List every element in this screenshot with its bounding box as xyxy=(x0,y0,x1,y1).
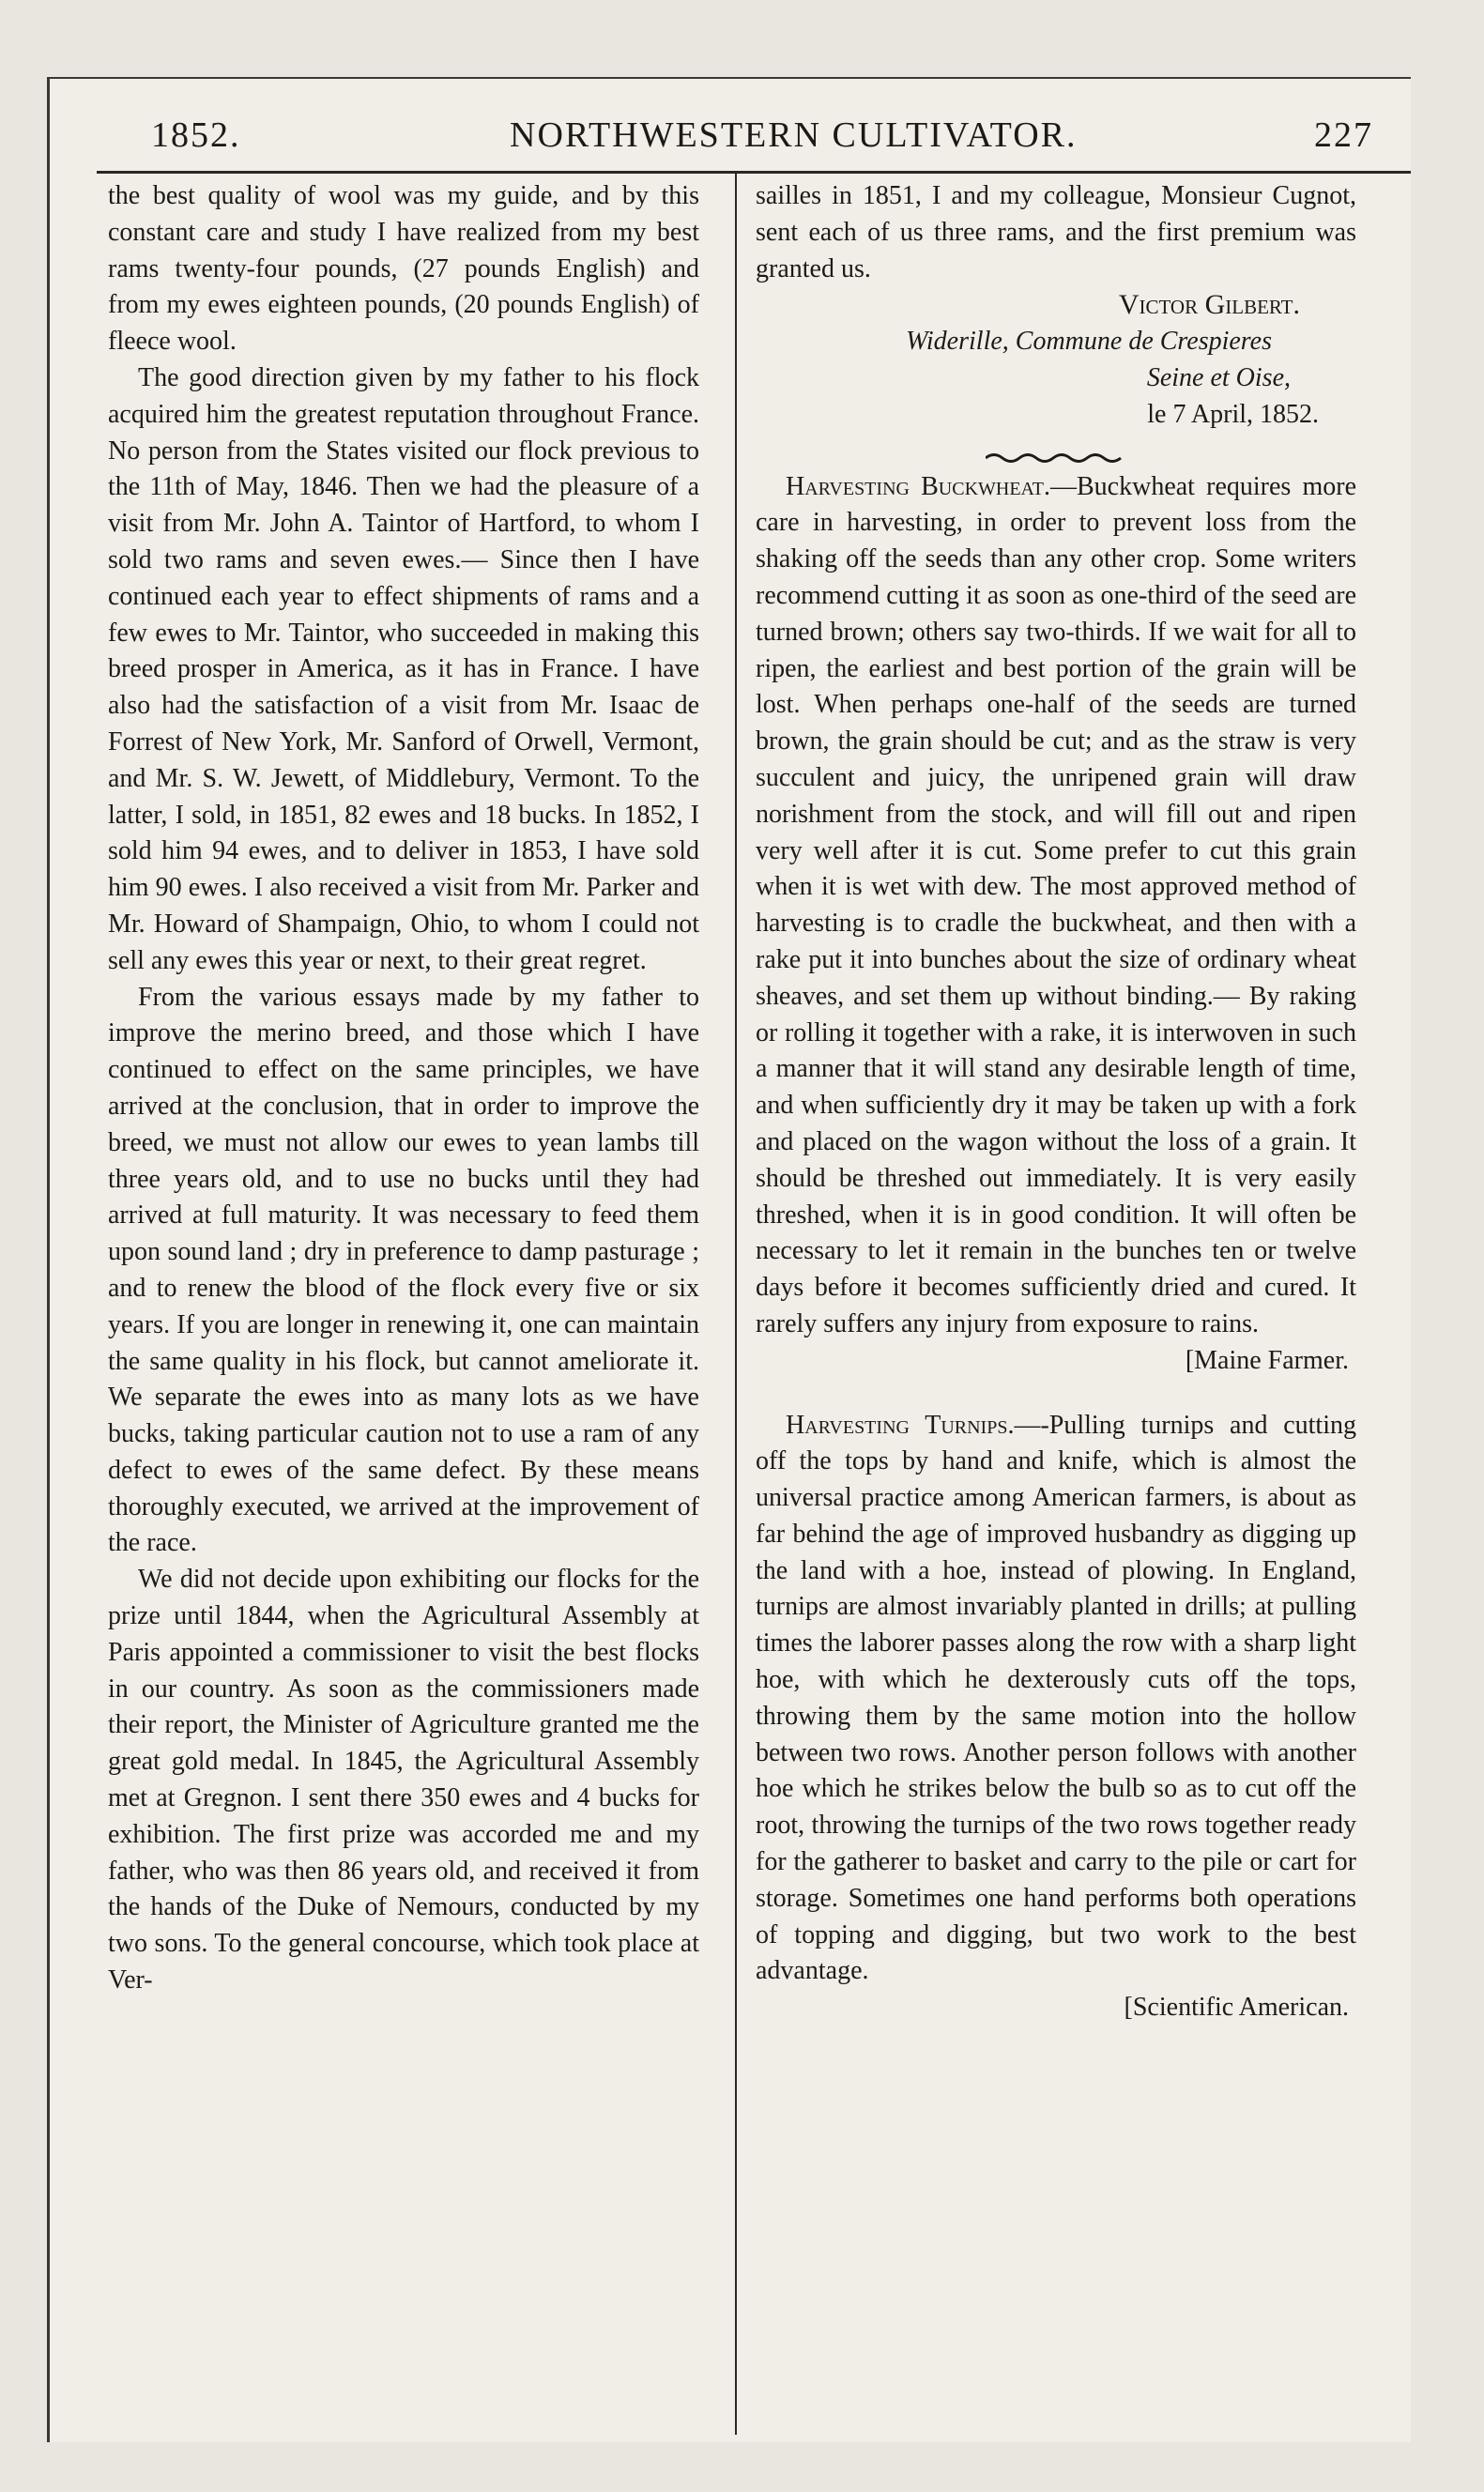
column-divider xyxy=(735,173,737,2435)
paragraph: the best quality of wool was my guide, and by this constant care and study I have realized from my best rams twenty-four pounds, (27 pounds English) and from my ewes eighteen pounds, (20 pounds English) of fleece wool. xyxy=(108,181,699,357)
spacer xyxy=(756,1380,1356,1408)
newspaper-page xyxy=(47,77,1411,2442)
paragraph: From the various essays made by my father to improve the merino breed, and those which I have continued to effect on the same principles, we have arrived at the conclusion, that in order to improve the breed, we must not allow our ewes to yean lambs till three years old, and to use no bucks until they had arrived at full maturity. It was necessary to feed them upon sound land ; dry in preference to damp pasturage ; and to renew the blood of the flock every five or six years. If you are longer in renewing it, one can maintain the same quality in his flock, but cannot ameliorate it. We separate the ewes into as many lots as we have bucks, taking particular caution not to use a ram of any defect to ewes of the same defect. By these means thoroughly executed, we arrived at the improvement of the race. xyxy=(108,982,699,1558)
page-header xyxy=(97,107,1411,173)
header-title: NORTHWESTERN CULTIVATOR. xyxy=(510,115,1078,155)
article-body: —-Pulling turnips and cutting off the tops by hand and knife, which is almost the universal practice among American farmers, is about as far behind the age of improved husbandry as digging up the land with a hoe, instead of plowing. In England, turnips are almost invariably planted in drills; at pulling times the laborer passes along the row with a sharp light hoe, with which he dexterously cuts off the tops, throwing them by the same motion into the hollow between two rows. Another person follows with another hoe which he strikes below the bulb so as to cut off the root, throwing the turnips of the two rows together ready for the gatherer to basket and carry to the pile or cart for storage. Sometimes one hand performs both operations of topping and digging, but two work to the best advantage. xyxy=(756,1410,1356,1986)
header-rule xyxy=(97,171,1411,174)
place-line: Widerille, Commune de Crespieres xyxy=(906,327,1272,357)
right-column xyxy=(756,178,1356,2026)
article-buckwheat xyxy=(756,469,1356,1343)
top-border xyxy=(50,77,1411,79)
header-year: 1852. xyxy=(151,115,241,155)
header-page-number: 227 xyxy=(1314,115,1373,155)
date-line: le 7 April, 1852. xyxy=(1147,399,1319,429)
signature: Victor Gilbert. xyxy=(1118,289,1300,321)
paragraph: The good direction given by my father to his flock acquired him the greatest reputation throughout France. No person from the States visited our flock previous to the 11th of May, 1846. Then we had the pleasure of a visit from Mr. John A. Taintor of Hartford, to whom I sold two rams and seven ewes.— Since then I have continued each year to effect shipments of rams and a few ewes to Mr. Taintor, who succeeded in making this breed prosper in America, as it has in France. I have also had the satisfaction of a visit from Mr. Isaac de Forrest of New York, Mr. Sanford of Orwell, Vermont, and Mr. S. W. Jewett, of Middlebury, Vermont. To the latter, I sold, in 1851, 82 ewes and 18 bucks. In 1852, I sold him 94 ewes, and to deliver in 1853, I have sold him 90 ewes. I also received a visit from Mr. Parker and Mr. Howard of Shampaign, Ohio, to whom I could not sell any ewes this year or next, to their great regret. xyxy=(108,362,699,975)
article-credit: [Maine Farmer. xyxy=(1185,1345,1349,1375)
paragraph: We did not decide upon exhibiting our flocks for the prize until 1844, when the Agricultural Assembly at Paris appointed a commissioner to visit the best flocks in our country. As soon as the commissioners made their report, the Minister of Agriculture granted me the great gold medal. In 1845, the Agricultural Assembly met at Gregnon. I sent there 350 ewes and 4 bucks for exhibition. The first prize was accorded me and my father, who was then 86 years old, and received it from the hands of the Duke of Nemours, conducted by my two sons. To the general concourse, which took place at Ver- xyxy=(108,1565,699,1995)
article-body: —Buckwheat requires more care in harvesting, in order to prevent loss from the shaking off the seeds than any other crop. Some writers recommend cutting it as soon as one-third of the seed are turned brown; others say two-thirds. If we wait for all to ripen, the earliest and best portion of the grain will be lost. When perhaps one-half of the seeds are turned brown, the grain should be cut; and as the straw is very succulent and juicy, the unripened grain will draw norishment from the stock, and will fill out and ripen very well after it is cut. Some prefer to cut this grain when it is wet with dew. The most approved method of harvesting is to cradle the buckwheat, and then with a rake put it into bunches about the size of ordinary wheat sheaves, and set them up without binding.— By raking or rolling it together with a rake, it is interwoven in such a manner that it will stand any desirable length of time, and when sufficiently dry it may be taken up with a fork and placed on the wagon without the loss of a grain. It should be threshed out immediately. It is very easily threshed, when it is in good condition. It will often be necessary to let it remain in the bunches ten or twelve days before it becomes sufficiently dried and cured. It rarely suffers any injury from exposure to rains. xyxy=(756,471,1356,1338)
article-credit: [Scientific American. xyxy=(1124,1993,1349,2023)
article-turnips xyxy=(756,1408,1356,1991)
place-line-2: Seine et Oise, xyxy=(1146,362,1291,392)
article-heading: Harvesting Buckwheat. xyxy=(786,471,1050,501)
article-heading: Harvesting Turnips. xyxy=(786,1410,1015,1440)
left-column xyxy=(108,178,699,1999)
continuation-paragraph: sailles in 1851, I and my colleague, Monsieur Cugnot, sent each of us three rams, and the first premium was granted us. xyxy=(756,181,1356,283)
section-ornament xyxy=(756,439,1356,452)
